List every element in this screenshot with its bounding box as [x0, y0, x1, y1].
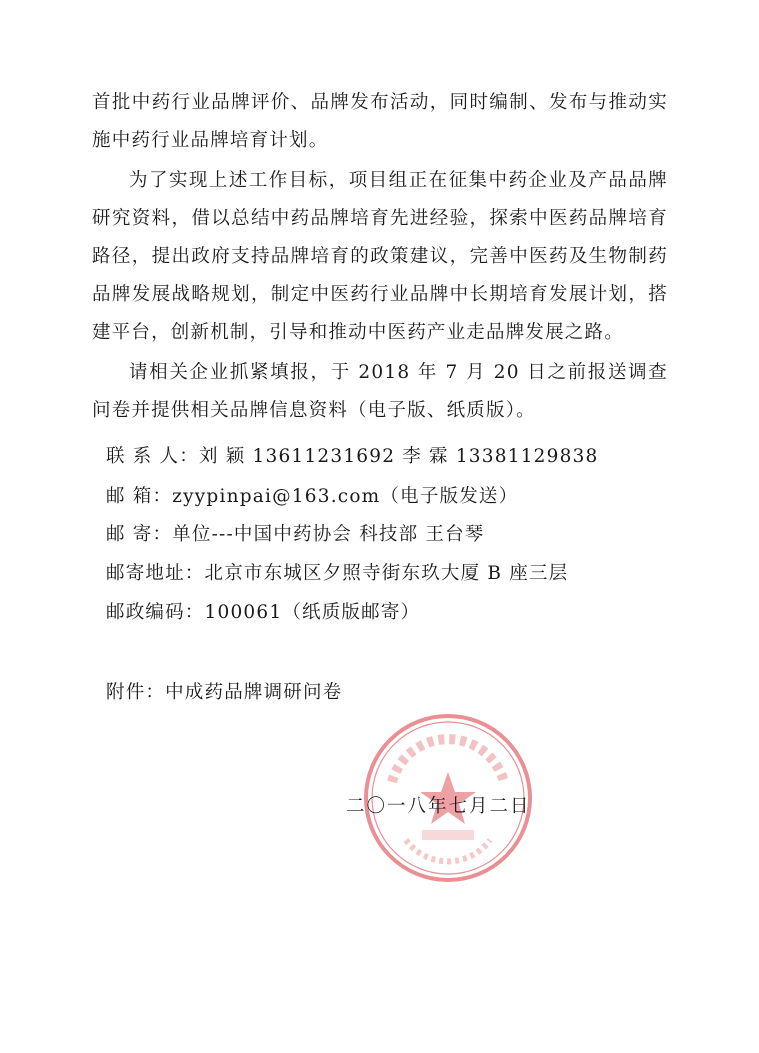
document-date: 二〇一八年七月二日	[346, 796, 531, 817]
email-line: 邮 箱：zyypinpai@163.com（电子版发送）	[106, 486, 519, 507]
mail-recipient-line: 邮 寄：单位---中国中药协会 科技部 王台琴	[106, 524, 485, 545]
paragraph-3: 请相关企业抓紧填报，于 2018 年 7 月 20 日之前报送调查问卷并提供相关品牌信息资料（电子版、纸质版）。	[92, 362, 668, 421]
contact-person-line: 联 系 人：刘 颖 13611231692 李 霖 13381129838	[106, 446, 599, 467]
attachment-line: 附件：中成药品牌调研问卷	[106, 682, 343, 703]
postal-code-line: 邮政编码：100061（纸质版邮寄）	[106, 602, 421, 623]
paragraph-1: 首批中药行业品牌评价、品牌发布活动，同时编制、发布与推动实施中药行业品牌培育计划。	[92, 92, 668, 151]
paragraph-2: 为了实现上述工作目标，项目组正在征集中药企业及产品品牌研究资料，借以总结中药品牌培育先进经验，探索中医药品牌培育路径，提出政府支持品牌培育的政策建议，完善中医药及生物制药品牌发展战略规划，制定中医药行业品牌中长期培育发展计划，搭建平台，创新机制，引导和推动中医药产业走品牌发展之路。	[92, 170, 668, 343]
mail-address-line: 邮寄地址：北京市东城区夕照寺街东玖大厦 B 座三层	[106, 563, 569, 584]
